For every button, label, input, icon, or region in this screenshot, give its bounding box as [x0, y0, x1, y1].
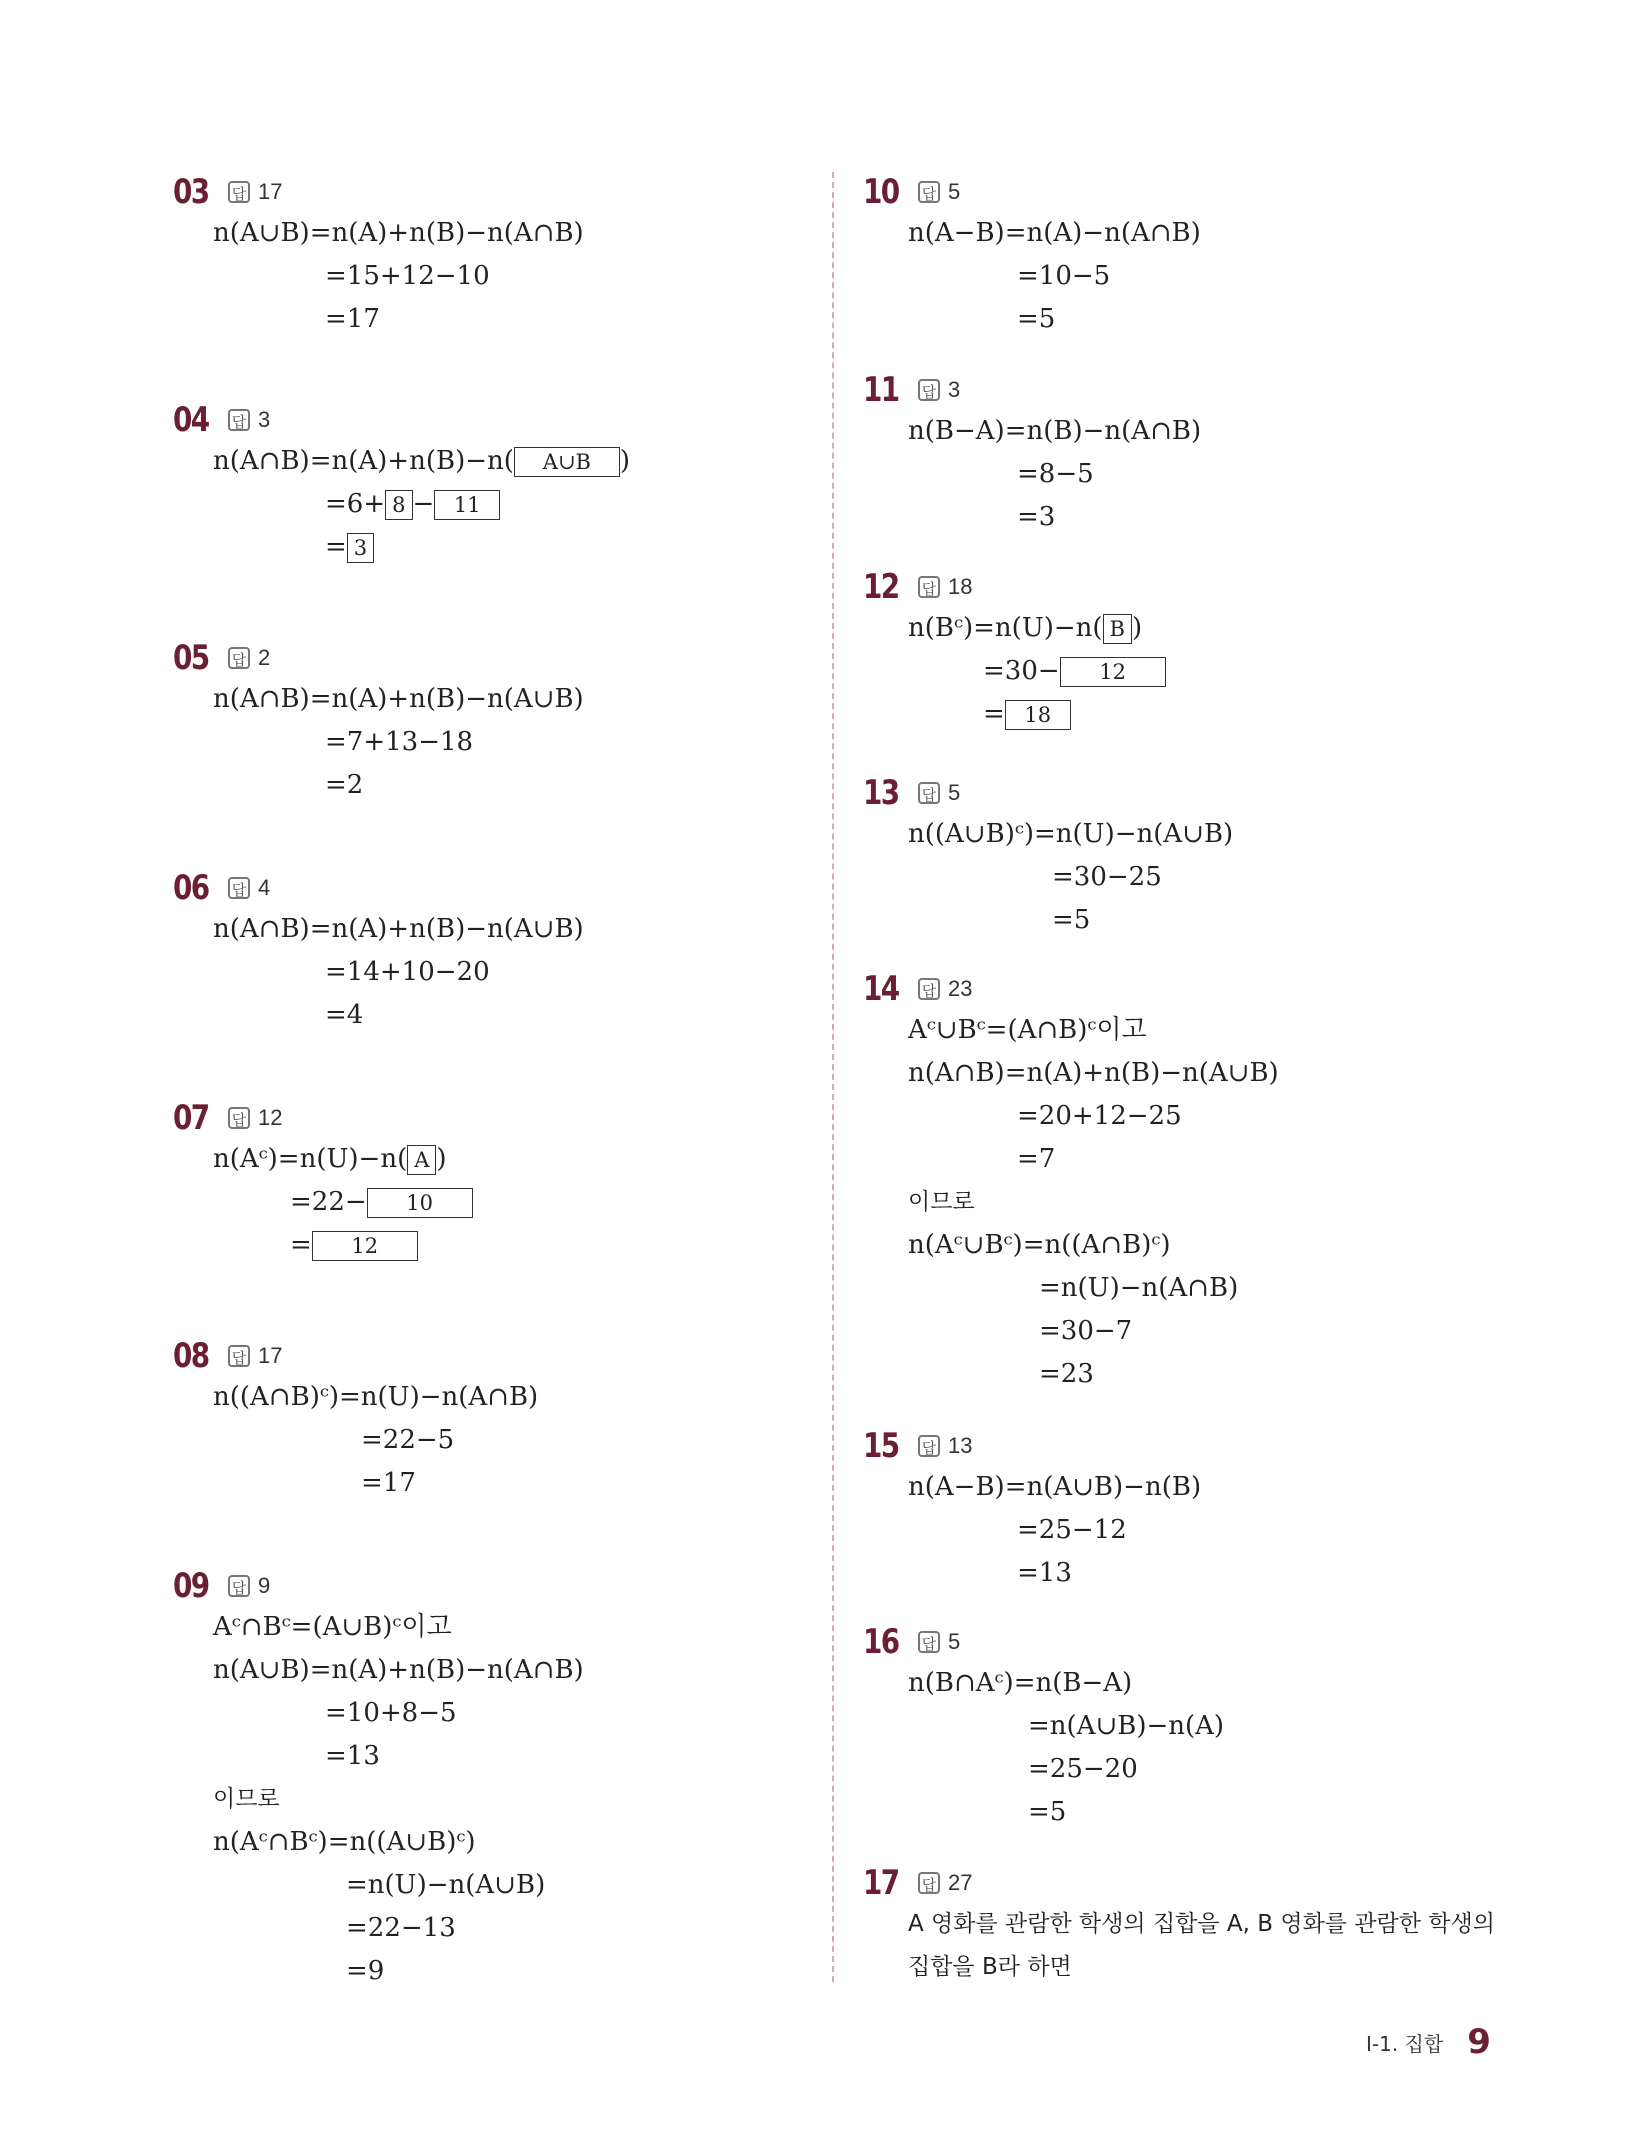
answer-tag-icon: 답 [228, 181, 250, 203]
answer-value: 18 [948, 574, 973, 599]
problem-number: 16 [863, 1622, 899, 1662]
answer-tag-icon: 답 [918, 181, 940, 203]
answer-value: 5 [948, 179, 961, 204]
answer-tag-icon: 답 [918, 1631, 940, 1653]
solution-line: =6+ 8 − 11 [325, 483, 630, 526]
answer-value: 17 [258, 1343, 283, 1368]
solution-line: n(A∩B)=n(A)+n(B)−n( A∪B ) [213, 446, 631, 476]
blank-box: 12 [1060, 657, 1166, 687]
answer-value: 13 [948, 1433, 973, 1458]
solution-line: n(A∪B)=n(A)+n(B)−n(A∩B) [213, 1655, 584, 1685]
solution-line: =3 [1017, 502, 1056, 532]
solution-line: Aᶜ∩Bᶜ=(A∪B)ᶜ이고 [213, 1612, 452, 1642]
solution-line: n(A∩B)=n(A)+n(B)−n(A∪B) [908, 1058, 1279, 1088]
blank-box: 10 [367, 1188, 473, 1218]
problem-number: 14 [863, 969, 899, 1009]
solution-line: n(B∩Aᶜ)=n(B−A) [908, 1668, 1133, 1698]
solution-line: =30−25 [1052, 862, 1162, 892]
answer-value: 23 [948, 976, 973, 1001]
answer-tag-icon: 답 [918, 379, 940, 401]
answer-value: 3 [948, 377, 961, 402]
problem-03 [173, 172, 584, 341]
solution-line: =22−13 [346, 1913, 456, 1943]
answer-tag-icon: 답 [918, 978, 940, 1000]
answer-tag-icon: 답 [228, 877, 250, 899]
solution-line: = 12 [290, 1224, 473, 1267]
solution-line: =14+10−20 [325, 957, 490, 987]
blank-box: 3 [347, 533, 374, 563]
solution-line: =30− 12 [983, 650, 1166, 693]
answer-value: 17 [258, 179, 283, 204]
solution-line: =4 [325, 1000, 364, 1030]
solution-line: =n(U)−n(A∪B) [346, 1870, 546, 1900]
blank-box: 12 [312, 1231, 418, 1261]
problem-05 [173, 638, 584, 807]
problem-11 [863, 370, 1201, 539]
problem-13 [863, 773, 1233, 942]
solution-line: =25−12 [1017, 1515, 1127, 1545]
problem-number: 11 [863, 370, 899, 410]
solution-line: = 3 [325, 526, 630, 569]
problem-explanation: A 영화를 관람한 학생의 집합을 A, B 영화를 관람한 학생의 집합을 B라 하면 [908, 1911, 1495, 1980]
answer-tag-icon: 답 [228, 1107, 250, 1129]
problem-number: 08 [173, 1336, 209, 1376]
solution-line: n(Bᶜ)=n(U)−n( B ) [908, 613, 1143, 643]
answer-value: 3 [258, 407, 271, 432]
answer-value: 5 [948, 1629, 961, 1654]
answer-tag-icon: 답 [228, 409, 250, 431]
answer-value: 4 [258, 875, 271, 900]
problem-number: 03 [173, 172, 209, 212]
solution-line: =7+13−18 [325, 727, 474, 757]
problem-07 [173, 1098, 473, 1267]
solution-line: =15+12−10 [325, 261, 490, 291]
answer-tag-icon: 답 [918, 1435, 940, 1457]
solution-line: =25−20 [1028, 1754, 1138, 1784]
problem-06 [173, 868, 584, 1037]
page-footer [1366, 2022, 1491, 2062]
answer-value: 9 [258, 1573, 271, 1598]
solution-line: n(Aᶜ∩Bᶜ)=n((A∪B)ᶜ) [213, 1827, 476, 1857]
problem-10 [863, 172, 1201, 341]
solution-line: =22− 10 [290, 1181, 473, 1224]
page-number: 9 [1467, 2022, 1491, 2062]
solution-line: n(A−B)=n(A)−n(A∩B) [908, 218, 1201, 248]
problem-15 [863, 1426, 1201, 1595]
blank-box: B [1103, 614, 1132, 644]
answer-tag-icon: 답 [228, 1345, 250, 1367]
solution-line: n(A∩B)=n(A)+n(B)−n(A∪B) [213, 684, 584, 714]
solution-line: = 18 [983, 693, 1166, 736]
section-title: Ⅰ-1. 집합 [1366, 2031, 1444, 2056]
problem-number: 12 [863, 567, 899, 607]
column-divider [832, 172, 834, 1982]
solution-line: =5 [1052, 905, 1091, 935]
solution-line: n(A∩B)=n(A)+n(B)−n(A∪B) [213, 914, 584, 944]
solution-line: =10−5 [1017, 261, 1111, 291]
problem-number: 13 [863, 773, 899, 813]
solution-line: 이므로 [908, 1189, 975, 1215]
solution-line: =10+8−5 [325, 1698, 457, 1728]
answer-value: 2 [258, 645, 271, 670]
blank-box: 8 [385, 490, 412, 520]
solution-line: =30−7 [1039, 1316, 1133, 1346]
solution-line: n(A−B)=n(A∪B)−n(B) [908, 1472, 1202, 1502]
problem-04 [173, 400, 630, 569]
solution-line: Aᶜ∪Bᶜ=(A∩B)ᶜ이고 [908, 1015, 1147, 1045]
answer-value: 12 [258, 1105, 283, 1130]
problem-number: 15 [863, 1426, 899, 1466]
solution-line: n(A∪B)=n(A)+n(B)−n(A∩B) [213, 218, 584, 248]
solution-line: =13 [1017, 1558, 1072, 1588]
problem-17 [863, 1863, 1508, 1989]
problem-number: 04 [173, 400, 209, 440]
problem-number: 07 [173, 1098, 209, 1138]
problem-09 [173, 1566, 584, 1993]
solution-line: n((A∪B)ᶜ)=n(U)−n(A∪B) [908, 819, 1234, 849]
solution-line: 이므로 [213, 1786, 280, 1812]
problem-16 [863, 1622, 1224, 1834]
problem-number: 06 [173, 868, 209, 908]
solution-line: n(Aᶜ)=n(U)−n( A ) [213, 1144, 447, 1174]
problem-14 [863, 969, 1279, 1396]
problem-number: 17 [863, 1863, 899, 1903]
solution-line: =5 [1017, 304, 1056, 334]
solution-line: =8−5 [1017, 459, 1094, 489]
answer-tag-icon: 답 [918, 782, 940, 804]
blank-box: A∪B [514, 447, 620, 477]
problem-08 [173, 1336, 538, 1505]
blank-box: 11 [434, 490, 500, 520]
answer-tag-icon: 답 [918, 1872, 940, 1894]
answer-value: 5 [948, 780, 961, 805]
solution-line: =7 [1017, 1144, 1056, 1174]
solution-line: =23 [1039, 1359, 1094, 1389]
solution-line: =17 [325, 304, 380, 334]
problem-12 [863, 567, 1166, 736]
solution-line: =n(A∪B)−n(A) [1028, 1711, 1225, 1741]
solution-line: =22−5 [361, 1425, 455, 1455]
solution-line: =2 [325, 770, 364, 800]
problem-number: 05 [173, 638, 209, 678]
problem-number: 09 [173, 1566, 209, 1606]
blank-box: 18 [1005, 700, 1071, 730]
solution-line: =20+12−25 [1017, 1101, 1182, 1131]
answer-tag-icon: 답 [918, 576, 940, 598]
blank-box: A [407, 1145, 436, 1175]
solution-line: =13 [325, 1741, 380, 1771]
solution-line: n(Aᶜ∪Bᶜ)=n((A∩B)ᶜ) [908, 1230, 1171, 1260]
solution-line: =9 [346, 1956, 385, 1986]
answer-tag-icon: 답 [228, 647, 250, 669]
solution-line: n(B−A)=n(B)−n(A∩B) [908, 416, 1202, 446]
solution-line: n((A∩B)ᶜ)=n(U)−n(A∩B) [213, 1382, 539, 1412]
answer-tag-icon: 답 [228, 1575, 250, 1597]
solution-line: =n(U)−n(A∩B) [1039, 1273, 1239, 1303]
answer-value: 27 [948, 1870, 973, 1895]
solution-line: =17 [361, 1468, 416, 1498]
solution-line: =5 [1028, 1797, 1067, 1827]
problem-number: 10 [863, 172, 899, 212]
